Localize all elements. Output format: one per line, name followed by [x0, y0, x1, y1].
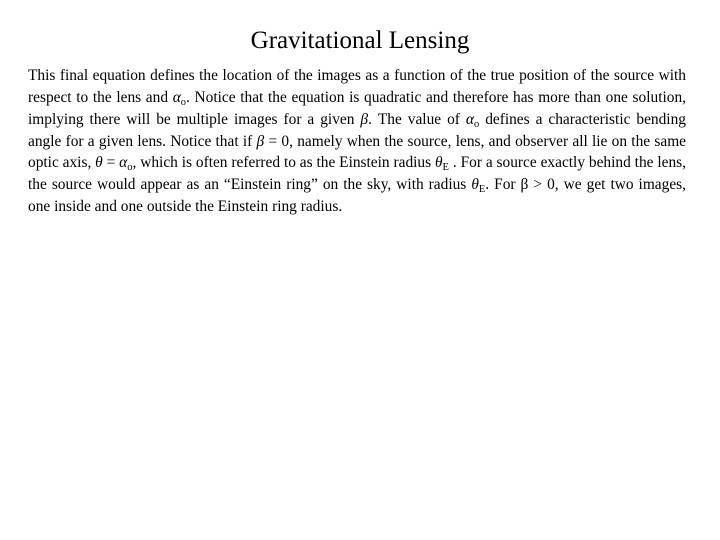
- math-subscript: o: [473, 118, 480, 130]
- text-run: , which is often referred to as the Einstein radius: [132, 154, 435, 172]
- math-symbol: β: [256, 132, 265, 150]
- text-run: =: [102, 154, 120, 172]
- text-run: . Notice that the equation is quadratic and therefore has more than one solution, implying there will be multiple images for a given: [28, 88, 686, 128]
- math-symbol: θ: [95, 154, 103, 172]
- math-symbol: α: [465, 110, 474, 128]
- math-symbol: β: [360, 110, 369, 128]
- math-symbol: α: [119, 154, 128, 172]
- math-symbol: α: [172, 88, 181, 106]
- math-symbol: θ: [471, 176, 479, 194]
- text-run: . For β > 0, we get two images, one inside and one outside the Einstein ring radius.: [28, 176, 686, 216]
- math-subscript: E: [442, 162, 449, 174]
- text-run: This final equation defines the location of the images as a function of the true position of the source with respect to the lens and: [28, 67, 686, 106]
- text-run: . The value of: [368, 110, 466, 128]
- math-symbol: θ: [434, 154, 443, 172]
- math-subscript: E: [478, 184, 486, 196]
- math-subscript: o: [127, 162, 133, 174]
- text-run: = 0, namely when the source, lens, and observer all lie on the same optic axis,: [28, 132, 686, 172]
- body-paragraph: [28, 65, 686, 218]
- text-run: . For a source exactly behind the lens, the source would appear as an “Einstein ring” on the sky, with radius: [28, 154, 686, 194]
- text-run: defines a characteristic bending angle for a given lens. Notice that if: [28, 110, 686, 150]
- math-subscript: o: [180, 96, 187, 108]
- slide-title: Gravitational Lensing: [250, 27, 470, 54]
